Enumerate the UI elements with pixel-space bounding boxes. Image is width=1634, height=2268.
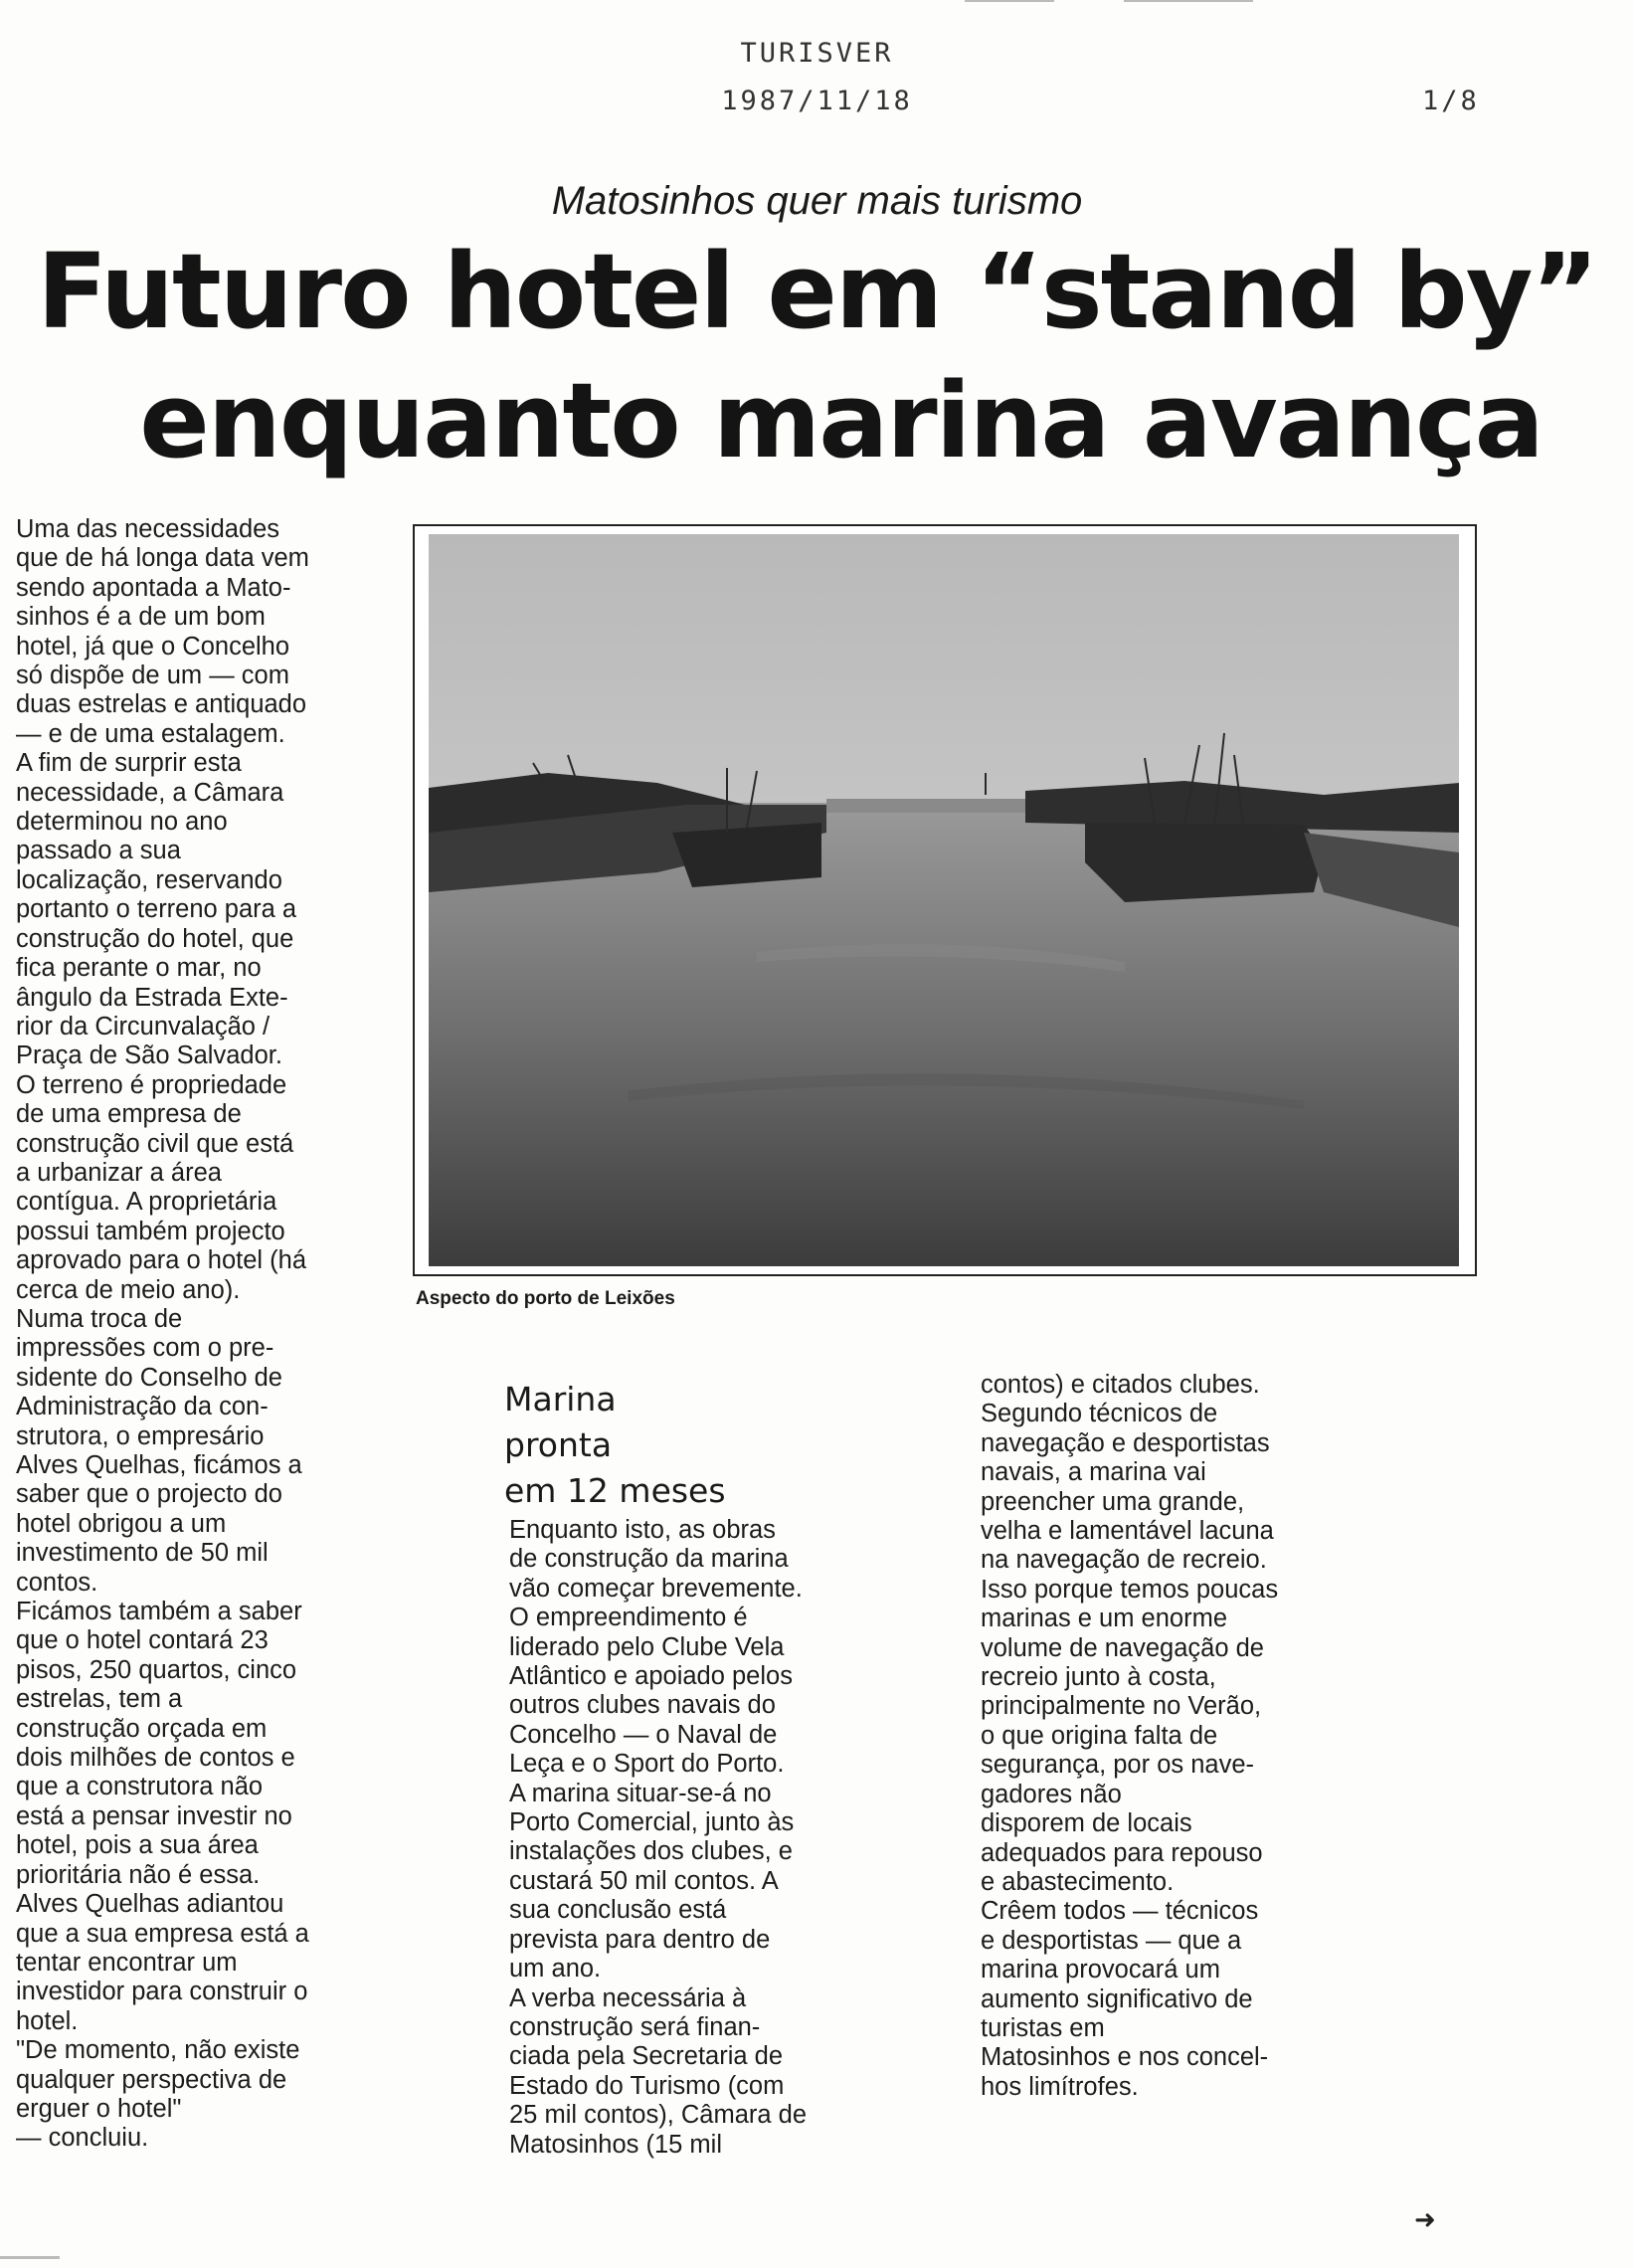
left-column-line: rior da Circunvalação / bbox=[16, 1012, 271, 1040]
left-column-line: que a sua empresa está a bbox=[16, 1919, 309, 1948]
scan-mark bbox=[965, 0, 1054, 2]
publication-name: TURISVER bbox=[740, 38, 894, 69]
right-column-line: adequados para repouso bbox=[981, 1838, 1263, 1867]
middle-column-line: instalações dos clubes, e bbox=[509, 1837, 793, 1866]
left-column-line: — concluiu. bbox=[16, 2124, 149, 2153]
left-column-line: localização, reservando bbox=[16, 865, 282, 894]
right-column-line: recreio junto à costa, bbox=[981, 1663, 1216, 1692]
left-column-line: Administração da con- bbox=[16, 1393, 269, 1421]
left-column-line: estrelas, tem a bbox=[16, 1685, 183, 1714]
middle-column-line: um ano. bbox=[509, 1955, 602, 1984]
right-column-line: navegação e desportistas bbox=[981, 1428, 1270, 1457]
middle-column-line: A verba necessária à bbox=[509, 1984, 747, 2012]
middle-column-line: Atlântico e apoiado pelos bbox=[509, 1662, 793, 1691]
scan-mark bbox=[1124, 0, 1253, 2]
left-column-line: sinhos é a de um bom bbox=[16, 603, 266, 632]
left-column-line: aprovado para o hotel (há bbox=[16, 1246, 307, 1275]
left-column-line: prioritária não é essa. bbox=[16, 1860, 261, 1889]
middle-column-text bbox=[509, 1516, 857, 2160]
left-column-line: necessidade, a Câmara bbox=[16, 778, 284, 807]
left-column-line: está a pensar investir no bbox=[16, 1801, 292, 1830]
left-column-line: investidor para construir o bbox=[16, 1978, 308, 2006]
right-column-line: disporem de locais bbox=[981, 1809, 1192, 1838]
left-column-line: hotel, pois a sua área bbox=[16, 1831, 259, 1860]
photo-caption: Aspecto do porto de Leixões bbox=[416, 1288, 675, 1309]
left-column-line: Uma das necessidades bbox=[16, 515, 280, 543]
headline-line-2: enquanto marina avança bbox=[139, 360, 1543, 481]
middle-column-line: outros clubes navais do bbox=[509, 1691, 776, 1720]
left-column-line: possui também projecto bbox=[16, 1217, 285, 1245]
middle-column-line: ciada pela Secretaria de bbox=[509, 2042, 784, 2071]
continue-arrow-icon: ➜ bbox=[1414, 2204, 1436, 2234]
left-column-line: pisos, 250 quartos, cinco bbox=[16, 1655, 297, 1684]
left-column-line: dois milhões de contos e bbox=[16, 1744, 295, 1773]
left-column-line: Praça de São Salvador. bbox=[16, 1041, 282, 1070]
left-column-line: A fim de surprir esta bbox=[16, 749, 242, 778]
left-column-line: hotel. bbox=[16, 2006, 79, 2035]
page-number: 1/8 bbox=[1422, 86, 1480, 116]
right-column-line: o que origina falta de bbox=[981, 1721, 1218, 1750]
left-column-line: saber que o projecto do bbox=[16, 1480, 282, 1509]
scan-mark bbox=[0, 2256, 60, 2259]
middle-column-line: O empreendimento é bbox=[509, 1604, 748, 1632]
left-column-line: Numa troca de bbox=[16, 1304, 183, 1333]
middle-column-line: Leça e o Sport do Porto. bbox=[509, 1750, 785, 1779]
right-column-line: velha e lamentável lacuna bbox=[981, 1517, 1274, 1546]
right-column-line: Isso porque temos poucas bbox=[981, 1575, 1279, 1604]
right-column-line: na navegação de recreio. bbox=[981, 1546, 1267, 1575]
right-column-line: turistas em bbox=[981, 2013, 1105, 2042]
right-column-line: Crêem todos — técnicos bbox=[981, 1897, 1259, 1926]
subheading-line-3: em 12 meses bbox=[504, 1471, 726, 1510]
middle-column-line: vão começar brevemente. bbox=[509, 1574, 803, 1603]
photo-frame bbox=[413, 524, 1477, 1276]
left-column-text bbox=[16, 515, 364, 2154]
left-column-line: portanto o terreno para a bbox=[16, 895, 297, 924]
left-column-line: tentar encontrar um bbox=[16, 1948, 238, 1977]
right-column-line: e abastecimento. bbox=[981, 1867, 1175, 1896]
subheading-line-1: Marina bbox=[504, 1380, 617, 1418]
subheading-line-2: pronta bbox=[504, 1425, 613, 1464]
right-column-line: contos) e citados clubes. bbox=[981, 1371, 1260, 1399]
harbour-photo bbox=[429, 534, 1459, 1266]
middle-column-line: de construção da marina bbox=[509, 1545, 789, 1574]
left-column-line: passado a sua bbox=[16, 837, 181, 865]
left-column-line: investimento de 50 mil bbox=[16, 1539, 269, 1568]
left-column-line: qualquer perspectiva de bbox=[16, 2065, 287, 2094]
middle-column-line: liderado pelo Clube Vela bbox=[509, 1632, 785, 1661]
right-column-line: preencher uma grande, bbox=[981, 1487, 1245, 1516]
left-column-line: fica perante o mar, no bbox=[16, 954, 262, 983]
left-column-line: hotel, já que o Concelho bbox=[16, 632, 290, 661]
left-column-line: strutora, o empresário bbox=[16, 1421, 265, 1450]
middle-column-line: construção será finan- bbox=[509, 2012, 761, 2041]
right-column-line: marinas e um enorme bbox=[981, 1605, 1228, 1633]
left-column-line: erguer o hotel" bbox=[16, 2094, 182, 2123]
left-column-line: contígua. A proprietária bbox=[16, 1188, 277, 1217]
right-column-line: e desportistas — que a bbox=[981, 1926, 1242, 1955]
left-column-line: construção do hotel, que bbox=[16, 924, 294, 953]
middle-column-line: Matosinhos (15 mil bbox=[509, 2130, 722, 2159]
headline-line-1: Futuro hotel em “stand by” bbox=[37, 231, 1597, 352]
middle-column-line: Porto Comercial, junto às bbox=[509, 1808, 795, 1837]
right-column-line: marina provocará um bbox=[981, 1956, 1220, 1984]
left-column-line: sidente do Conselho de bbox=[16, 1363, 282, 1392]
middle-column-line: Estado do Turismo (com bbox=[509, 2071, 785, 2100]
left-column-line: que de há longa data vem bbox=[16, 544, 309, 573]
middle-column-line: prevista para dentro de bbox=[509, 1925, 771, 1954]
left-column-line: hotel obrigou a um bbox=[16, 1509, 227, 1538]
right-column-line: Segundo técnicos de bbox=[981, 1400, 1218, 1428]
left-column-line: Alves Quelhas, ficámos a bbox=[16, 1451, 302, 1479]
left-column-line: de uma empresa de bbox=[16, 1100, 242, 1129]
right-column-line: navais, a marina vai bbox=[981, 1458, 1206, 1487]
left-column-line: determinou no ano bbox=[16, 808, 228, 837]
left-column-line: construção orçada em bbox=[16, 1714, 268, 1743]
right-column-line: aumento significativo de bbox=[981, 1984, 1253, 2013]
left-column-line: que a construtora não bbox=[16, 1773, 264, 1801]
publication-date: 1987/11/18 bbox=[721, 86, 913, 116]
left-column-line: só dispõe de um — com bbox=[16, 662, 289, 690]
right-column-line: hos limítrofes. bbox=[981, 2072, 1139, 2101]
middle-column-line: 25 mil contos), Câmara de bbox=[509, 2101, 808, 2130]
left-column-line: que o hotel contará 23 bbox=[16, 1626, 269, 1655]
article-kicker: Matosinhos quer mais turismo bbox=[551, 179, 1083, 223]
right-column-line: gadores não bbox=[981, 1780, 1122, 1808]
middle-column-line: custará 50 mil contos. A bbox=[509, 1866, 779, 1895]
left-column-line: ângulo da Estrada Exte- bbox=[16, 983, 288, 1012]
left-column-line: "De momento, não existe bbox=[16, 2036, 300, 2065]
left-column-line: cerca de meio ano). bbox=[16, 1275, 241, 1304]
left-column-line: construção civil que está bbox=[16, 1129, 294, 1158]
left-column-line: impressões com o pre- bbox=[16, 1334, 274, 1363]
left-column-line: sendo apontada a Mato- bbox=[16, 573, 291, 602]
left-column-line: Ficámos também a saber bbox=[16, 1598, 302, 1626]
left-column-line: contos. bbox=[16, 1568, 98, 1597]
left-column-line: Alves Quelhas adiantou bbox=[16, 1890, 284, 1919]
right-column-line: volume de navegação de bbox=[981, 1633, 1264, 1662]
left-column-line: — e de uma estalagem. bbox=[16, 719, 285, 748]
middle-column-line: A marina situar-se-á no bbox=[509, 1779, 772, 1807]
left-column-line: duas estrelas e antiquado bbox=[16, 690, 307, 719]
right-column-line: segurança, por os nave- bbox=[981, 1751, 1254, 1780]
right-column-line: Matosinhos e nos concel- bbox=[981, 2043, 1269, 2072]
middle-column-line: Enquanto isto, as obras bbox=[509, 1516, 776, 1544]
right-column-text bbox=[981, 1371, 1309, 2102]
middle-column-line: sua conclusão está bbox=[509, 1896, 727, 1925]
left-column-line: a urbanizar a área bbox=[16, 1158, 222, 1187]
middle-column-line: Concelho — o Naval de bbox=[509, 1720, 778, 1749]
right-column-line: principalmente no Verão, bbox=[981, 1692, 1262, 1721]
left-column-line: O terreno é propriedade bbox=[16, 1070, 287, 1099]
